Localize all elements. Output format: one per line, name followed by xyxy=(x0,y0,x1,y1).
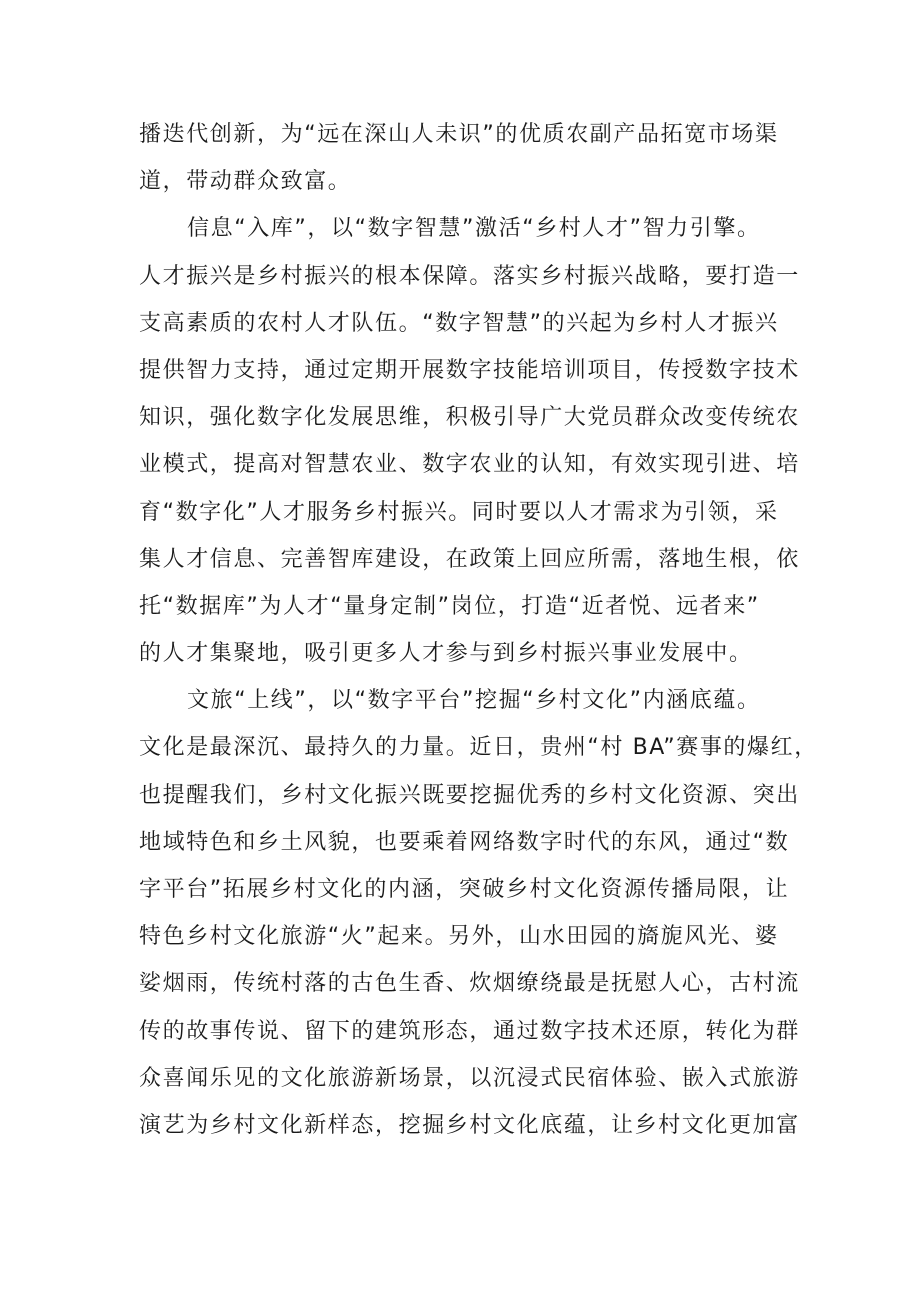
text-line: 支高素质的农村人才队伍。“数字智慧”的兴起为乡村人才振兴 xyxy=(139,310,779,336)
text-line: 字平台”拓展乡村文化的内涵，突破乡村文化资源传播局限，让 xyxy=(139,877,790,902)
text-line: 道，带动群众致富。 xyxy=(139,169,352,195)
text-line: 知识，强化数字化发展思维，积极引导广大党员群众改变传统农 xyxy=(139,405,800,431)
text-line: 娑烟雨，传统村落的古色生香、炊烟缭绕最是抚慰人心，古村流 xyxy=(139,971,800,997)
text-line: 业模式，提高对智慧农业、数字农业的认知，有效实现引进、培 xyxy=(139,452,800,478)
text-line: 特色乡村文化旅游“火”起来。另外，山水田园的旖旎风光、婆 xyxy=(139,924,779,950)
text-line: 集人才信息、完善智库建设，在政策上回应所需，落地生根，依 xyxy=(139,546,800,572)
document-body xyxy=(139,111,818,1149)
text-line: 地域特色和乡土风貌，也要乘着网络数字时代的东风，通过“数 xyxy=(139,829,790,855)
paragraph-start-line: 信息“入库”，以“数字智慧”激活“乡村人才”智力引擎。 xyxy=(187,216,761,242)
text-line: 演艺为乡村文化新样态，挖掘乡村文化底蕴，让乡村文化更加富 xyxy=(139,1112,800,1138)
text-line: 托“数据库”为人才“量身定制”岗位，打造“近者悦、远者来” xyxy=(139,593,760,619)
text-line: 播迭代创新，为“远在深山人未识”的优质农副产品拓宽市场渠 xyxy=(139,122,779,147)
text-line: 文化是最深沉、最持久的力量。近日，贵州“村 BA”赛事的爆红， xyxy=(139,735,818,761)
text-line: 众喜闻乐见的文化旅游新场景，以沉浸式民宿体验、嵌入式旅游 xyxy=(139,1065,800,1091)
text-line: 的人才集聚地，吸引更多人才参与到乡村振兴事业发展中。 xyxy=(139,641,753,667)
paragraph-start-line: 文旅“上线”，以“数字平台”挖掘“乡村文化”内涵底蕴。 xyxy=(187,688,761,714)
text-line: 传的故事传说、留下的建筑形态，通过数字技术还原，转化为群 xyxy=(139,1018,800,1044)
text-line: 提供智力支持，通过定期开展数字技能培训项目，传授数字技术 xyxy=(139,357,800,383)
text-line: 人才振兴是乡村振兴的根本保障。落实乡村振兴战略，要打造一 xyxy=(139,263,800,289)
text-line: 育“数字化”人才服务乡村振兴。同时要以人才需求为引领，采 xyxy=(139,499,779,525)
text-line: 也提醒我们，乡村文化振兴既要挖掘优秀的乡村文化资源、突出 xyxy=(139,782,800,808)
